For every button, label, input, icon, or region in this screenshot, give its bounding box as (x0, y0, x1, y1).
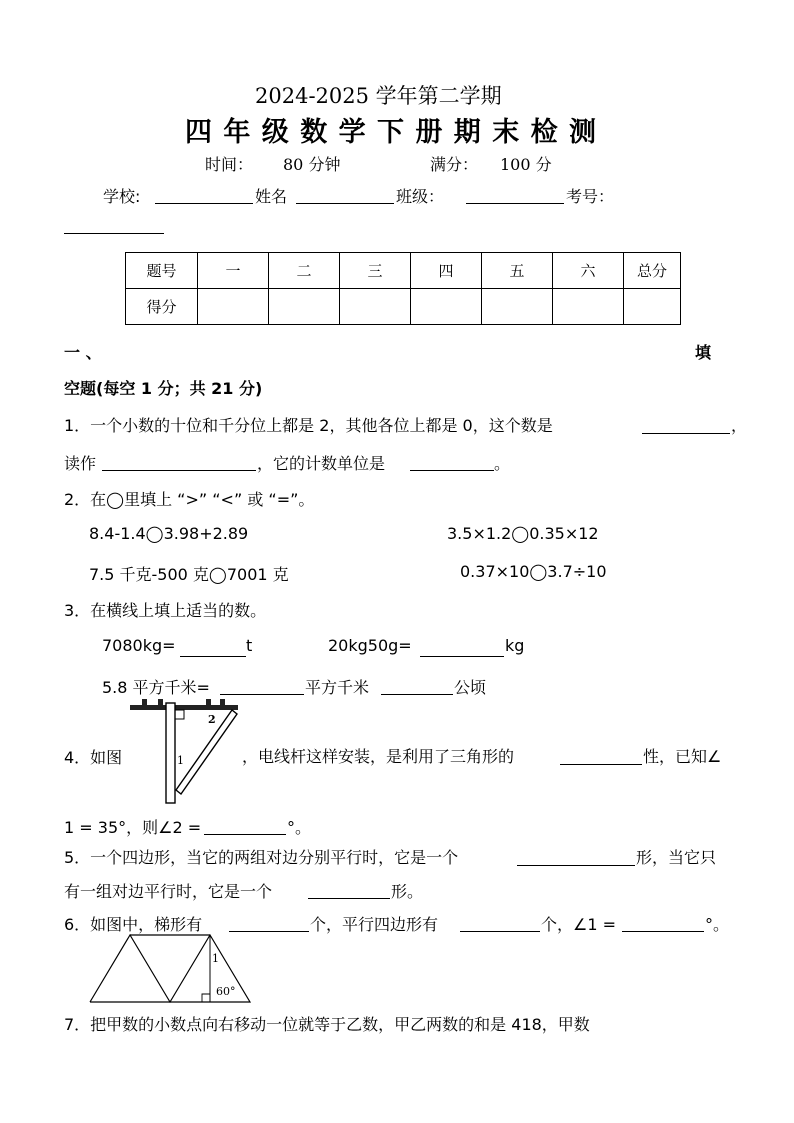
q4-blank-property[interactable] (560, 764, 642, 765)
exam-no-label: 考号： (566, 187, 615, 206)
score-header-cell: 三 (340, 253, 411, 289)
school-field[interactable] (155, 203, 253, 204)
angle-60-label: 60° (216, 985, 236, 998)
q1-blank-number[interactable] (642, 433, 730, 434)
q3-blank-a[interactable] (180, 656, 246, 657)
exam-title: 四 年 级 数 学 下 册 期 末 检 测 (185, 117, 597, 148)
q4-blank-angle[interactable] (204, 834, 286, 835)
q3-a1: 7080kg= (102, 636, 176, 655)
q5-blank-2[interactable] (308, 898, 390, 899)
utility-pole-figure (128, 698, 240, 808)
q2-item-b: 3.5×1.2◯0.35×12 (447, 524, 599, 543)
section-title: 空题(每空 1 分；共 21 分) (64, 379, 263, 398)
q2-item-c: 7.5 千克-500 克◯7001 克 (89, 565, 289, 584)
q6-text-c: 个，∠1 = (541, 915, 617, 934)
score-header-cell: 二 (269, 253, 340, 289)
q6-text-a: 6．如图中，梯形有 (64, 915, 203, 934)
score-header-cell: 六 (553, 253, 624, 289)
score-cell[interactable] (553, 289, 624, 325)
q2-item-a: 8.4-1.4◯3.98+2.89 (89, 524, 249, 543)
q1-end: 。 (494, 454, 511, 473)
name-label: 姓名 (255, 187, 288, 206)
q3-c2: 平方千米 (305, 678, 370, 697)
score-header-cell: 一 (198, 253, 269, 289)
q7-text: 7．把甲数的小数点向右移动一位就等于乙数，甲乙两数的和是 418，甲数 (64, 1015, 590, 1034)
q3-b1: 20kg50g= (328, 636, 412, 655)
pole-angle-2-label: 2 (208, 713, 216, 726)
q6-text-d: °。 (705, 915, 730, 934)
score-cell[interactable] (198, 289, 269, 325)
q1-comma: ， (731, 416, 748, 435)
triangles-figure (88, 932, 252, 1004)
q1-blank-read[interactable] (102, 470, 256, 471)
q1-blank-unit[interactable] (410, 470, 494, 471)
q4-prefix: 4．如图 (64, 748, 123, 767)
angle-1-label: 1 (212, 952, 219, 965)
q1-mid: ，它的计数单位是 (257, 454, 386, 473)
score-header-cell: 题号 (126, 253, 198, 289)
q5-blank-1[interactable] (517, 865, 635, 866)
q6-blank-parallelogram[interactable] (460, 931, 540, 932)
q3-blank-c2[interactable] (381, 694, 453, 695)
score-cell[interactable] (624, 289, 681, 325)
score-header-cell: 四 (411, 253, 482, 289)
score-cell[interactable] (411, 289, 482, 325)
q3-blank-c1[interactable] (220, 694, 304, 695)
score-label: 满分： (430, 155, 479, 174)
score-value: 100 分 (500, 155, 552, 174)
score-cell[interactable] (340, 289, 411, 325)
section-fill-char: 填 (695, 343, 712, 362)
exam-year: 2024-2025 学年第二学期 (255, 84, 502, 108)
q5-line1: 5．一个四边形，当它的两组对边分别平行时，它是一个 (64, 848, 459, 867)
score-cell[interactable] (269, 289, 340, 325)
q5-line2: 有一组对边平行时，它是一个 (64, 882, 273, 901)
q5-line1-end: 形，当它只 (636, 848, 717, 867)
score-header-cell: 总分 (624, 253, 681, 289)
q2-text: 2．在◯里填上 “>” “<” 或 “=”。 (64, 490, 315, 509)
time-value: 80 分钟 (283, 155, 341, 174)
score-header-cell: 五 (482, 253, 553, 289)
class-field[interactable] (466, 203, 564, 204)
time-label: 时间： (205, 155, 254, 174)
q4-text2: 性，已知∠ (643, 747, 722, 766)
q3-c3: 公顷 (454, 678, 487, 697)
q1-line1: 1．一个小数的十位和千分位上都是 2，其他各位上都是 0，这个数是 (64, 416, 553, 435)
q3-c1: 5.8 平方千米= (102, 678, 210, 697)
q6-blank-angle[interactable] (622, 931, 704, 932)
class-label: 班级： (396, 187, 445, 206)
score-table (125, 252, 681, 325)
exam-no-field[interactable] (64, 233, 164, 234)
q4-line2: 1 = 35°，则∠2 = (64, 818, 202, 837)
school-label: 学校: (103, 187, 141, 206)
score-row-label: 得分 (126, 289, 198, 325)
q3-a2: t (246, 636, 253, 655)
q3-blank-b[interactable] (420, 656, 504, 657)
section-prefix: 一 、 (64, 343, 102, 362)
q5-line2-end: 形。 (391, 882, 424, 901)
q1-read-label: 读作 (64, 454, 97, 473)
name-field[interactable] (296, 203, 394, 204)
pole-angle-1-label: 1 (177, 754, 184, 767)
score-cell[interactable] (482, 289, 553, 325)
q3-b2: kg (505, 636, 525, 655)
q4-text: ，电线杆这样安装，是利用了三角形的 (242, 747, 515, 766)
q4-line2-end: °。 (287, 818, 312, 837)
q3-text: 3．在横线上填上适当的数。 (64, 601, 267, 620)
q6-text-b: 个，平行四边形有 (310, 915, 439, 934)
q2-item-d: 0.37×10◯3.7÷10 (460, 562, 607, 581)
